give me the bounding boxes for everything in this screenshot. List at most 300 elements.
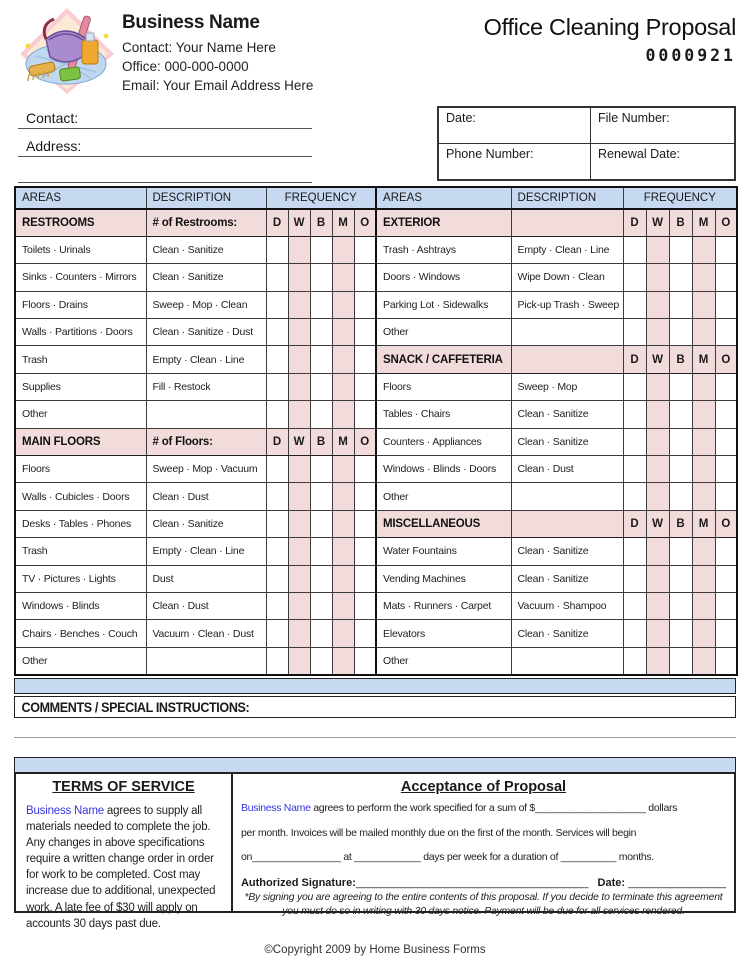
frequency-checkbox-M[interactable] [332, 538, 354, 565]
frequency-checkbox-D[interactable] [623, 456, 646, 483]
frequency-checkbox-W[interactable] [288, 346, 310, 373]
date-field[interactable] [439, 108, 591, 144]
item-row-toilets-urinals [15, 236, 376, 263]
column-header-row [15, 187, 376, 209]
area-label-trash: Trash [15, 538, 146, 565]
frequency-checkbox-D[interactable] [623, 483, 646, 510]
frequency-checkbox-W[interactable] [646, 319, 669, 346]
frequency-checkbox-W[interactable] [288, 647, 310, 674]
frequency-checkbox-O[interactable] [354, 264, 376, 291]
frequency-checkbox-D[interactable] [266, 291, 288, 318]
description-label: Clean · Dust [511, 456, 623, 483]
description-label: Sweep · Mop [511, 373, 623, 400]
authorized-signature-label: Authorized Signature: [240, 876, 356, 889]
frequency-checkbox-W[interactable] [646, 592, 669, 619]
frequency-checkbox-O[interactable] [715, 373, 737, 400]
frequency-checkbox-D[interactable] [266, 483, 288, 510]
frequency-letter-D: D [623, 346, 646, 373]
frequency-checkbox-B[interactable] [669, 483, 692, 510]
begin-date-blank-field[interactable]: ________________ [252, 851, 341, 863]
frequency-checkbox-B[interactable] [310, 264, 332, 291]
frequency-checkbox-O[interactable] [715, 565, 737, 592]
sum-blank-field[interactable]: ____________________ [534, 802, 646, 814]
description-label: Empty · Clean · Line [146, 346, 266, 373]
section-row-snack-caffeteria [376, 346, 737, 373]
frequency-checkbox-B[interactable] [310, 346, 332, 373]
proposal-info-box [437, 106, 736, 181]
area-label-tv-pictures-lights: TV · Pictures · Lights [15, 565, 146, 592]
frequency-checkbox-M[interactable] [332, 483, 354, 510]
item-row-counters-appliances [376, 428, 737, 455]
frequency-checkbox-O[interactable] [354, 401, 376, 428]
address-field[interactable] [18, 130, 312, 157]
item-row-other [376, 319, 737, 346]
acceptance-of-proposal-box [231, 772, 736, 917]
frequency-checkbox-O[interactable] [354, 538, 376, 565]
description-label: Clean · Sanitize [511, 565, 623, 592]
frequency-checkbox-M[interactable] [692, 264, 715, 291]
areas-column-header: AREAS [376, 187, 511, 209]
frequency-checkbox-W[interactable] [288, 401, 310, 428]
frequency-letter-W: W [646, 346, 669, 373]
file-number-field[interactable] [591, 108, 734, 144]
frequency-letter-B: B [669, 346, 692, 373]
acceptance-line3-at: at [340, 851, 355, 863]
item-row-vending-machines [376, 565, 737, 592]
frequency-checkbox-M[interactable] [332, 373, 354, 400]
description-label: Clean · Sanitize [511, 428, 623, 455]
frequency-checkbox-O[interactable] [715, 538, 737, 565]
area-label-chairs-benches-couch: Chairs · Benches · Couch [15, 620, 146, 647]
frequency-checkbox-D[interactable] [266, 346, 288, 373]
frequency-checkbox-O[interactable] [354, 647, 376, 674]
areas-column-header: AREAS [15, 187, 146, 209]
area-label-other: Other [15, 401, 146, 428]
frequency-column-header: FREQUENCY [623, 187, 737, 209]
frequency-checkbox-D[interactable] [266, 456, 288, 483]
frequency-letter-O: O [354, 428, 376, 455]
area-label-doors-windows: Doors · Windows [376, 264, 511, 291]
frequency-checkbox-O[interactable] [354, 592, 376, 619]
frequency-letter-W: W [288, 428, 310, 455]
frequency-checkbox-M[interactable] [692, 483, 715, 510]
frequency-checkbox-W[interactable] [288, 483, 310, 510]
frequency-checkbox-O[interactable] [715, 428, 737, 455]
frequency-checkbox-D[interactable] [266, 510, 288, 537]
frequency-checkbox-M[interactable] [332, 319, 354, 346]
frequency-letter-D: D [266, 428, 288, 455]
area-label-sinks-counters-mirrors: Sinks · Counters · Mirrors [15, 264, 146, 291]
frequency-checkbox-O[interactable] [354, 236, 376, 263]
item-row-supplies [15, 373, 376, 400]
frequency-checkbox-W[interactable] [646, 456, 669, 483]
frequency-checkbox-W[interactable] [646, 538, 669, 565]
frequency-checkbox-W[interactable] [646, 401, 669, 428]
section-row-miscellaneous [376, 510, 737, 537]
frequency-checkbox-W[interactable] [288, 620, 310, 647]
frequency-checkbox-W[interactable] [646, 620, 669, 647]
cleaning-checklist-table [14, 186, 736, 676]
frequency-checkbox-O[interactable] [354, 483, 376, 510]
frequency-checkbox-M[interactable] [692, 401, 715, 428]
description-label: Clean · Sanitize [146, 264, 266, 291]
frequency-checkbox-W[interactable] [646, 565, 669, 592]
frequency-checkbox-D[interactable] [623, 401, 646, 428]
frequency-checkbox-W[interactable] [288, 264, 310, 291]
frequency-checkbox-D[interactable] [266, 401, 288, 428]
frequency-checkbox-O[interactable] [715, 483, 737, 510]
frequency-checkbox-B[interactable] [669, 319, 692, 346]
frequency-checkbox-M[interactable] [332, 510, 354, 537]
item-row-tv-pictures-lights [15, 565, 376, 592]
area-label-walls-cubicles-doors: Walls · Cubicles · Doors [15, 483, 146, 510]
description-label[interactable]: # of Restrooms: [146, 209, 266, 236]
frequency-letter-O: O [715, 346, 737, 373]
description-label: Empty · Clean · Line [146, 538, 266, 565]
section-title-restrooms: RESTROOMS [15, 209, 146, 236]
frequency-letter-W: W [288, 209, 310, 236]
frequency-letter-B: B [310, 428, 332, 455]
frequency-checkbox-D[interactable] [623, 319, 646, 346]
copyright-notice: ©Copyright 2009 by Home Business Forms [264, 944, 486, 956]
date-field-label: Date: [446, 111, 476, 125]
item-row-other [15, 647, 376, 674]
area-label-trash-ashtrays: Trash · Ashtrays [376, 236, 511, 263]
area-label-other: Other [15, 647, 146, 674]
terms-business-name: Business Name [26, 805, 104, 817]
description-label: Vacuum · Shampoo [511, 592, 623, 619]
frequency-checkbox-W[interactable] [288, 565, 310, 592]
area-label-walls-partitions-doors: Walls · Partitions · Doors [15, 319, 146, 346]
area-label-supplies: Supplies [15, 373, 146, 400]
frequency-checkbox-O[interactable] [715, 319, 737, 346]
frequency-letter-W: W [646, 510, 669, 537]
terms-of-service-box [14, 772, 233, 930]
frequency-checkbox-O[interactable] [354, 620, 376, 647]
frequency-checkbox-M[interactable] [332, 565, 354, 592]
description-label: Clean · Sanitize [146, 236, 266, 263]
frequency-checkbox-B[interactable] [310, 538, 332, 565]
frequency-checkbox-O[interactable] [715, 620, 737, 647]
description-label: Wipe Down · Clean [511, 264, 623, 291]
frequency-checkbox-D[interactable] [623, 620, 646, 647]
frequency-checkbox-M[interactable] [332, 401, 354, 428]
frequency-checkbox-W[interactable] [288, 236, 310, 263]
frequency-checkbox-M[interactable] [332, 264, 354, 291]
frequency-checkbox-D[interactable] [266, 565, 288, 592]
frequency-checkbox-M[interactable] [332, 456, 354, 483]
frequency-checkbox-B[interactable] [310, 483, 332, 510]
frequency-checkbox-D[interactable] [623, 236, 646, 263]
frequency-letter-D: D [623, 209, 646, 236]
item-row-doors-windows [376, 264, 737, 291]
frequency-checkbox-M[interactable] [692, 319, 715, 346]
frequency-checkbox-M[interactable] [332, 236, 354, 263]
item-row-floors-drains [15, 291, 376, 318]
frequency-checkbox-B[interactable] [310, 510, 332, 537]
frequency-checkbox-W[interactable] [288, 373, 310, 400]
frequency-checkbox-O[interactable] [354, 373, 376, 400]
description-label: Empty · Clean · Line [511, 236, 623, 263]
description-label: Clean · Dust [146, 483, 266, 510]
frequency-checkbox-O[interactable] [354, 565, 376, 592]
comments-write-in-area [14, 718, 736, 758]
area-label-toilets-urinals: Toilets · Urinals [15, 236, 146, 263]
frequency-checkbox-B[interactable] [310, 319, 332, 346]
frequency-letter-B: B [310, 209, 332, 236]
item-row-trash [15, 538, 376, 565]
frequency-checkbox-W[interactable] [646, 647, 669, 674]
description-write-in[interactable] [511, 483, 623, 510]
frequency-letter-M: M [332, 428, 354, 455]
frequency-checkbox-O[interactable] [715, 236, 737, 263]
area-label-other: Other [376, 647, 511, 674]
acceptance-line3-mid: days per week for a duration of [420, 851, 561, 863]
frequency-checkbox-B[interactable] [669, 236, 692, 263]
frequency-checkbox-B[interactable] [669, 291, 692, 318]
frequency-checkbox-W[interactable] [646, 428, 669, 455]
frequency-checkbox-M[interactable] [692, 592, 715, 619]
frequency-checkbox-D[interactable] [623, 291, 646, 318]
frequency-letter-O: O [715, 510, 737, 537]
acceptance-line-2: per month. Invoices will be mailed monthly due on the first of the month. Services will begin [240, 826, 637, 839]
frequency-checkbox-W[interactable] [646, 483, 669, 510]
frequency-checkbox-M[interactable] [692, 456, 715, 483]
contact-field[interactable] [18, 102, 312, 129]
frequency-checkbox-B[interactable] [669, 647, 692, 674]
description-label: Clean · Sanitize [511, 538, 623, 565]
frequency-checkbox-D[interactable] [266, 620, 288, 647]
frequency-checkbox-W[interactable] [288, 538, 310, 565]
frequency-checkbox-B[interactable] [669, 401, 692, 428]
frequency-checkbox-D[interactable] [266, 319, 288, 346]
item-row-windows-blinds-doors [376, 456, 737, 483]
frequency-checkbox-B[interactable] [310, 291, 332, 318]
area-label-floors: Floors [376, 373, 511, 400]
bottom-section [14, 772, 736, 930]
frequency-checkbox-D[interactable] [623, 264, 646, 291]
frequency-checkbox-W[interactable] [646, 264, 669, 291]
frequency-checkbox-D[interactable] [266, 373, 288, 400]
renewal-date-field[interactable] [591, 144, 734, 180]
business-email-line: Email: Your Email Address Here [122, 78, 314, 93]
frequency-checkbox-B[interactable] [310, 565, 332, 592]
frequency-checkbox-M[interactable] [332, 592, 354, 619]
frequency-checkbox-D[interactable] [623, 565, 646, 592]
phone-number-field-label: Phone Number: [446, 146, 534, 161]
item-row-mats-runners-carpet [376, 592, 737, 619]
frequency-checkbox-D[interactable] [266, 264, 288, 291]
frequency-checkbox-B[interactable] [310, 456, 332, 483]
acceptance-line1-text: agrees to perform the work specified for a sum of $ [310, 802, 535, 814]
frequency-checkbox-D[interactable] [623, 647, 646, 674]
frequency-checkbox-M[interactable] [692, 291, 715, 318]
frequency-checkbox-D[interactable] [623, 592, 646, 619]
frequency-checkbox-W[interactable] [288, 592, 310, 619]
area-label-other: Other [376, 483, 511, 510]
description-write-in[interactable] [511, 319, 623, 346]
description-label: Clean · Dust [146, 592, 266, 619]
frequency-letter-O: O [715, 209, 737, 236]
terms-body [26, 803, 221, 932]
description-write-in[interactable] [511, 346, 623, 373]
frequency-letter-D: D [623, 510, 646, 537]
comments-blank-line-1[interactable] [14, 718, 736, 738]
frequency-checkbox-O[interactable] [354, 291, 376, 318]
frequency-checkbox-B[interactable] [669, 592, 692, 619]
area-label-floors: Floors [15, 456, 146, 483]
description-label: Dust [146, 565, 266, 592]
frequency-checkbox-O[interactable] [354, 510, 376, 537]
frequency-checkbox-O[interactable] [715, 456, 737, 483]
frequency-checkbox-B[interactable] [669, 538, 692, 565]
description-label: Vacuum · Clean · Dust [146, 620, 266, 647]
area-label-windows-blinds: Windows · Blinds [15, 592, 146, 619]
terms-body-text: agrees to supply all materials needed to complete the job. Any changes in above specifications require a written change order in order for work to be completed. Cost may increase due to additional, unexpected work. A late fee of $30 will apply on accounts 30 days past due. [26, 805, 216, 930]
frequency-checkbox-O[interactable] [715, 291, 737, 318]
frequency-letter-M: M [692, 209, 715, 236]
frequency-checkbox-B[interactable] [310, 592, 332, 619]
comments-label: COMMENTS / SPECIAL INSTRUCTIONS: [21, 699, 250, 715]
business-name: Business Name [122, 12, 260, 33]
frequency-letter-D: D [266, 209, 288, 236]
description-write-in[interactable] [511, 647, 623, 674]
frequency-checkbox-O[interactable] [715, 401, 737, 428]
frequency-checkbox-M[interactable] [332, 346, 354, 373]
frequency-checkbox-D[interactable] [623, 428, 646, 455]
description-write-in[interactable] [511, 209, 623, 236]
area-label-vending-machines: Vending Machines [376, 565, 511, 592]
frequency-checkbox-B[interactable] [669, 565, 692, 592]
frequency-checkbox-O[interactable] [715, 264, 737, 291]
frequency-checkbox-O[interactable] [715, 647, 737, 674]
item-row-trash-ashtrays [376, 236, 737, 263]
phone-number-field[interactable] [439, 144, 591, 180]
frequency-checkbox-M[interactable] [692, 428, 715, 455]
date-label: Date: [597, 876, 626, 889]
duration-blank-field[interactable]: __________ [560, 851, 617, 863]
days-per-week-blank-field[interactable]: ____________ [354, 851, 421, 863]
proposal-number: 0000921 [645, 46, 736, 65]
frequency-checkbox-W[interactable] [288, 319, 310, 346]
frequency-checkbox-B[interactable] [310, 373, 332, 400]
frequency-checkbox-B[interactable] [669, 620, 692, 647]
section-row-exterior [376, 209, 737, 236]
area-label-windows-blinds-doors: Windows · Blinds · Doors [376, 456, 511, 483]
description-label: Sweep · Mop · Clean [146, 291, 266, 318]
acceptance-line1-end: dollars [645, 802, 678, 814]
frequency-checkbox-D[interactable] [266, 538, 288, 565]
section-title-exterior: EXTERIOR [376, 209, 511, 236]
item-row-floors [15, 456, 376, 483]
frequency-checkbox-B[interactable] [669, 264, 692, 291]
frequency-checkbox-M[interactable] [692, 373, 715, 400]
description-write-in[interactable] [511, 510, 623, 537]
frequency-checkbox-B[interactable] [310, 647, 332, 674]
frequency-checkbox-D[interactable] [623, 538, 646, 565]
acceptance-line3-end: months. [616, 851, 654, 863]
item-row-sinks-counters-mirrors [15, 264, 376, 291]
acceptance-line-1 [241, 803, 726, 814]
divider-bar-bottom [14, 757, 736, 773]
frequency-checkbox-B[interactable] [669, 373, 692, 400]
description-label: Fill · Restock [146, 373, 266, 400]
frequency-checkbox-D[interactable] [266, 236, 288, 263]
item-row-other [376, 647, 737, 674]
frequency-checkbox-M[interactable] [692, 620, 715, 647]
description-label: Clean · Sanitize [511, 401, 623, 428]
frequency-checkbox-D[interactable] [266, 647, 288, 674]
frequency-checkbox-B[interactable] [669, 428, 692, 455]
frequency-checkbox-W[interactable] [288, 456, 310, 483]
item-row-chairs-benches-couch [15, 620, 376, 647]
frequency-checkbox-M[interactable] [692, 538, 715, 565]
item-row-parking-lot-sidewalks [376, 291, 737, 318]
acceptance-title: Acceptance of Proposal [400, 779, 567, 795]
frequency-letter-M: M [692, 346, 715, 373]
page-title: Office Cleaning Proposal [483, 14, 736, 40]
frequency-checkbox-M[interactable] [692, 647, 715, 674]
frequency-checkbox-M[interactable] [692, 565, 715, 592]
frequency-letter-B: B [669, 510, 692, 537]
frequency-letter-O: O [354, 209, 376, 236]
area-label-parking-lot-sidewalks: Parking Lot · Sidewalks [376, 291, 511, 318]
frequency-checkbox-B[interactable] [310, 236, 332, 263]
item-row-trash [15, 346, 376, 373]
frequency-checkbox-M[interactable] [332, 647, 354, 674]
description-label[interactable]: # of Floors: [146, 428, 266, 455]
frequency-letter-B: B [669, 209, 692, 236]
frequency-checkbox-D[interactable] [623, 373, 646, 400]
description-label: Clean · Sanitize · Dust [146, 319, 266, 346]
column-header-row [376, 187, 737, 209]
frequency-checkbox-D[interactable] [266, 592, 288, 619]
renewal-date-field-label: Renewal Date: [598, 146, 680, 161]
description-write-in[interactable] [146, 647, 266, 674]
frequency-checkbox-O[interactable] [354, 456, 376, 483]
frequency-checkbox-O[interactable] [354, 346, 376, 373]
item-row-water-fountains [376, 538, 737, 565]
frequency-checkbox-W[interactable] [646, 373, 669, 400]
area-label-desks-tables-phones: Desks · Tables · Phones [15, 510, 146, 537]
frequency-checkbox-W[interactable] [646, 291, 669, 318]
frequency-checkbox-W[interactable] [646, 236, 669, 263]
frequency-checkbox-W[interactable] [288, 291, 310, 318]
frequency-checkbox-O[interactable] [715, 592, 737, 619]
date-blank-field[interactable]: ________________ [628, 876, 726, 889]
signature-blank-field[interactable]: ______________________________________ [355, 876, 589, 889]
checklist-right-half [375, 186, 738, 676]
frequency-checkbox-M[interactable] [332, 620, 354, 647]
area-label-mats-runners-carpet: Mats · Runners · Carpet [376, 592, 511, 619]
frequency-checkbox-B[interactable] [669, 456, 692, 483]
frequency-checkbox-O[interactable] [354, 319, 376, 346]
frequency-checkbox-B[interactable] [310, 620, 332, 647]
frequency-checkbox-B[interactable] [310, 401, 332, 428]
cleaning-supplies-logo [16, 6, 118, 96]
address-field-line2[interactable] [18, 157, 312, 183]
divider-bar-top [14, 678, 736, 694]
item-row-floors [376, 373, 737, 400]
acceptance-fine-print: *By signing you are agreeing to the entire contents of this proposal. If you decide to terminate this agreement you must do so in writing with 30 days notice. Payment will be due for all services rendered. [244, 891, 723, 917]
comments-blank-line-2[interactable] [14, 738, 736, 758]
frequency-checkbox-M[interactable] [692, 236, 715, 263]
frequency-checkbox-W[interactable] [288, 510, 310, 537]
item-row-elevators [376, 620, 737, 647]
client-contact-block [18, 102, 312, 183]
frequency-checkbox-M[interactable] [332, 291, 354, 318]
description-write-in[interactable] [146, 401, 266, 428]
